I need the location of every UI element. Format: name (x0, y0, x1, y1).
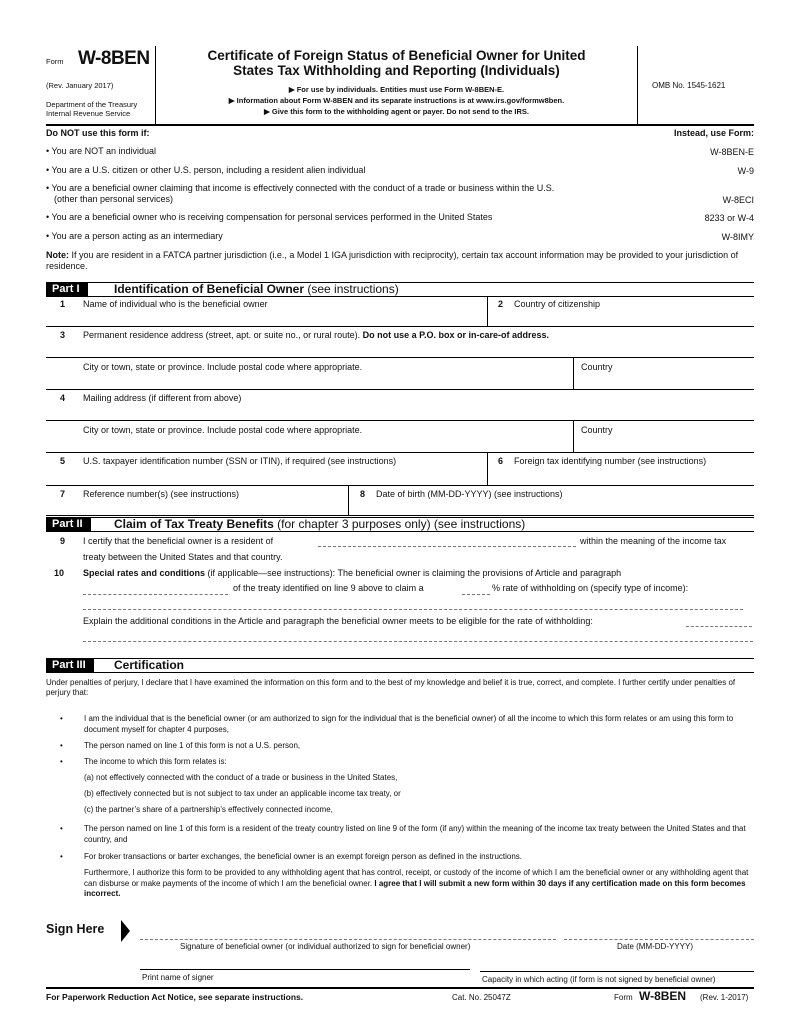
alternate-form: W-8IMY (718, 232, 754, 243)
country-of-residence-field[interactable] (318, 546, 576, 547)
divider (487, 297, 488, 326)
omb-number: OMB No. 1545-1621 (652, 81, 726, 90)
furthermore-paragraph (84, 868, 754, 900)
cert-bullet-4: The person named on line 1 of this form is a resident of the treaty country listed on line 9 of the form (if any) within the meaning of the income tax treaty between the United States and that country, and (84, 824, 746, 844)
line10-label (83, 568, 621, 578)
cert-bullet-3c: (c) the partner’s share of a partnership’s effectively connected income, (84, 805, 333, 814)
paperwork-notice: For Paperwork Reduction Act Notice, see separate instructions. (46, 992, 304, 1002)
do-not-use-text-cont: (other than personal services) (46, 194, 177, 204)
header-rule (46, 124, 754, 126)
line-4-row (46, 390, 754, 421)
line3-label (83, 330, 549, 340)
signature-field[interactable] (140, 939, 556, 940)
footer-revision: (Rev. 1-2017) (700, 993, 749, 1002)
city-label: City or town, state or province. Include postal code where appropriate. (83, 362, 363, 372)
capacity-label: Capacity in which acting (if form is not signed by beneficial owner) (482, 975, 716, 984)
form-id-box (46, 46, 156, 124)
line10-text: (if applicable—see instructions): The beneficial owner is claiming the provisions of Article and paragraph (205, 568, 622, 578)
do-not-use-text: • You are a person acting as an intermediary (46, 231, 227, 241)
line10-bold: Special rates and conditions (83, 568, 206, 578)
dept-line-1: Department of the Treasury (46, 100, 138, 109)
sign-here-label: Sign Here (46, 922, 105, 936)
line2-label: Country of citizenship (514, 299, 601, 309)
note-text: If you are resident in a FATCA partner jurisdiction (i.e., a Model 1 IGA jurisdiction with reciprocity), certain tax account information may be provided to your jurisdiction of residence. (46, 250, 739, 271)
line-number: 7 (60, 489, 66, 499)
line-number: 10 (54, 568, 65, 578)
catalog-number: Cat. No. 25047Z (452, 993, 511, 1002)
dept-line-2: Internal Revenue Service (46, 109, 131, 118)
alternate-form: W-8BEN-E (706, 147, 754, 158)
furthermore-bold: I agree that I will submit a new form within 30 days if any certification made on this form becomes incorrect. (84, 878, 746, 898)
divider (573, 358, 574, 389)
part3-header (46, 658, 754, 673)
date-label: Date (MM-DD-YYYY) (617, 942, 694, 951)
line-4-city-row (46, 421, 754, 453)
withholding-rate-field[interactable] (462, 594, 490, 595)
line7-label: Reference number(s) (see instructions) (83, 489, 240, 499)
do-not-use-row (46, 183, 754, 206)
line9-text: I certify that the beneficial owner is a resident of (83, 536, 274, 546)
bullet: • (60, 757, 63, 766)
cert-bullet-5: For broker transactions or barter exchanges, the beneficial owner is an exempt foreign person as defined in the instructions. (84, 852, 523, 861)
alternate-form: W-8ECI (719, 195, 754, 206)
line3-text: Permanent residence address (street, apt. or suite no., or rural route). (83, 330, 361, 340)
part1-title-note: (see instructions) (304, 282, 399, 296)
cert-bullet-3: The income to which this form relates is: (84, 757, 227, 766)
line3-bold: Do not use a P.O. box or in-care-of address. (360, 330, 550, 340)
form-title-box (156, 46, 638, 124)
fatca-note (46, 250, 754, 272)
bullet: • (60, 741, 63, 750)
line-number: 1 (60, 299, 66, 309)
line9-text-cont2: treaty between the United States and that country. (83, 552, 283, 562)
form-title (156, 46, 637, 78)
divider (487, 453, 488, 485)
do-not-use-text: • You are NOT an individual (46, 146, 160, 156)
line10-text-cont2: % rate of withholding on (specify type of income): (492, 583, 689, 593)
do-not-use-row (46, 212, 754, 224)
do-not-use-row (46, 165, 754, 177)
line8-label: Date of birth (MM-DD-YYYY) (see instructions) (376, 489, 563, 499)
country-label: Country (581, 362, 613, 372)
do-not-use-label: Do NOT use this form if: (46, 128, 150, 138)
header-note-3: ▶ Give this form to the withholding agent or payer. Do not send to the IRS. (264, 107, 529, 116)
cert-bullet-1: I am the individual that is the beneficial owner (or am authorized to sign for the individual that is the beneficial owner) of all the income to which this form relates or am using this form to document myself for chapter 4 purposes, (84, 714, 734, 734)
line-3-row (46, 327, 754, 358)
header-note-1: ▶ For use by individuals. Entities must use Form W-8BEN-E. (288, 85, 505, 94)
cert-bullet-3b: (b) effectively connected but is not subject to tax under an applicable income tax treaty, or (84, 789, 401, 798)
capacity-field[interactable] (480, 971, 754, 972)
title-line-1: Certificate of Foreign Status of Beneficial Owner for United (207, 48, 586, 63)
country-label: Country (581, 425, 613, 435)
line6-label: Foreign tax identifying number (see instructions) (514, 456, 707, 466)
part1-tag: Part I (46, 283, 88, 296)
conditions-field-2[interactable] (83, 641, 753, 642)
line-number: 4 (60, 393, 66, 403)
part2-header (46, 517, 754, 532)
line-number: 2 (498, 299, 504, 309)
do-not-use-heading (46, 128, 754, 138)
line4-label: Mailing address (if different from above) (83, 393, 242, 403)
cert-bullet-3a: (a) not effectively connected with the conduct of a trade or business in the United States, (84, 773, 398, 782)
form-number: W-8BEN (78, 48, 150, 69)
line-number: 6 (498, 456, 504, 466)
conditions-field[interactable] (686, 626, 752, 627)
signature-label: Signature of beneficial owner (or individual authorized to sign for beneficial owner) (180, 942, 471, 951)
part2-body (46, 535, 754, 645)
part3-tag: Part III (46, 659, 94, 672)
footer-form-number: W-8BEN (639, 989, 687, 1003)
part2-title-text: Claim of Tax Treaty Benefits (114, 517, 274, 531)
income-type-field[interactable] (83, 609, 743, 610)
line10-text-cont: of the treaty identified on line 9 above to claim a (233, 583, 424, 593)
footer-form-word: Form (614, 993, 633, 1002)
line-1-2-row (46, 297, 754, 327)
bullet: • (60, 824, 63, 833)
divider (348, 486, 349, 515)
print-name-label: Print name of signer (142, 973, 214, 982)
title-line-2: States Tax Withholding and Reporting (Individuals) (233, 63, 560, 78)
certification-intro: Under penalties of perjury, I declare that I have examined the information on this form and to the best of my knowledge and belief it is true, correct, and complete. I further certify under penalties of perjury that: (46, 678, 736, 697)
do-not-use-text: • You are a beneficial owner claiming that income is effectively connected with the conduct of a trade or business within the U.S. (46, 183, 555, 193)
bullet: • (60, 852, 63, 861)
divider (573, 421, 574, 452)
cert-bullet-2: The person named on line 1 of this form is not a U.S. person, (84, 741, 301, 750)
part2-title (114, 518, 525, 531)
bullet: • (60, 714, 63, 723)
furthermore-text: Furthermore, I authorize this form to be provided to any withholding agent that has control, receipt, or custody of the income of which I am the beneficial owner or any withholding agent that can disburse or make payments of the income of which I am the beneficial owner. (84, 868, 749, 888)
line9-text-cont: within the meaning of the income tax (580, 536, 727, 546)
note-label: Note: (46, 250, 69, 260)
part1-header (46, 282, 754, 297)
line-7-8-row (46, 486, 754, 516)
part3-title: Certification (114, 658, 185, 672)
line-3-city-row (46, 358, 754, 390)
header-notes (156, 84, 637, 117)
part1-title-text: Identification of Beneficial Owner (114, 282, 305, 296)
article-paragraph-field[interactable] (83, 594, 228, 595)
do-not-use-text: • You are a U.S. citizen or other U.S. person, including a resident alien individual (46, 165, 369, 175)
department (46, 100, 137, 118)
part1-title (114, 283, 399, 296)
line10-explain: Explain the additional conditions in the Article and paragraph the beneficial owner meets to be eligible for the rate of withholding: (83, 616, 593, 626)
date-field[interactable] (564, 939, 754, 940)
line-number: 5 (60, 456, 66, 466)
header-note-2: ▶ Information about Form W-8BEN and its separate instructions is at www.irs.gov/formw8ben. (228, 96, 565, 105)
print-name-field[interactable] (140, 969, 470, 970)
form-word: Form (46, 57, 64, 66)
part2-title-note: (for chapter 3 purposes only) (see instructions) (273, 517, 526, 531)
line-number: 8 (360, 489, 366, 499)
alternate-form: 8233 or W-4 (701, 213, 754, 224)
sign-arrow-icon (121, 920, 130, 942)
revision-date: (Rev. January 2017) (46, 81, 114, 90)
line5-label: U.S. taxpayer identification number (SSN or ITIN), if required (see instructions) (83, 456, 397, 466)
city-label: City or town, state or province. Include postal code where appropriate. (83, 425, 363, 435)
alternate-form: W-9 (734, 166, 754, 177)
do-not-use-row (46, 146, 754, 158)
instead-use-label: Instead, use Form: (673, 128, 754, 138)
omb-box (638, 46, 754, 124)
line-5-6-row (46, 453, 754, 486)
do-not-use-text: • You are a beneficial owner who is receiving compensation for personal services performed in the United States (46, 212, 496, 222)
line-number: 9 (60, 536, 66, 546)
line-number: 3 (60, 330, 66, 340)
line1-label: Name of individual who is the beneficial owner (83, 299, 268, 309)
do-not-use-row (46, 231, 754, 243)
part2-tag: Part II (46, 518, 91, 531)
